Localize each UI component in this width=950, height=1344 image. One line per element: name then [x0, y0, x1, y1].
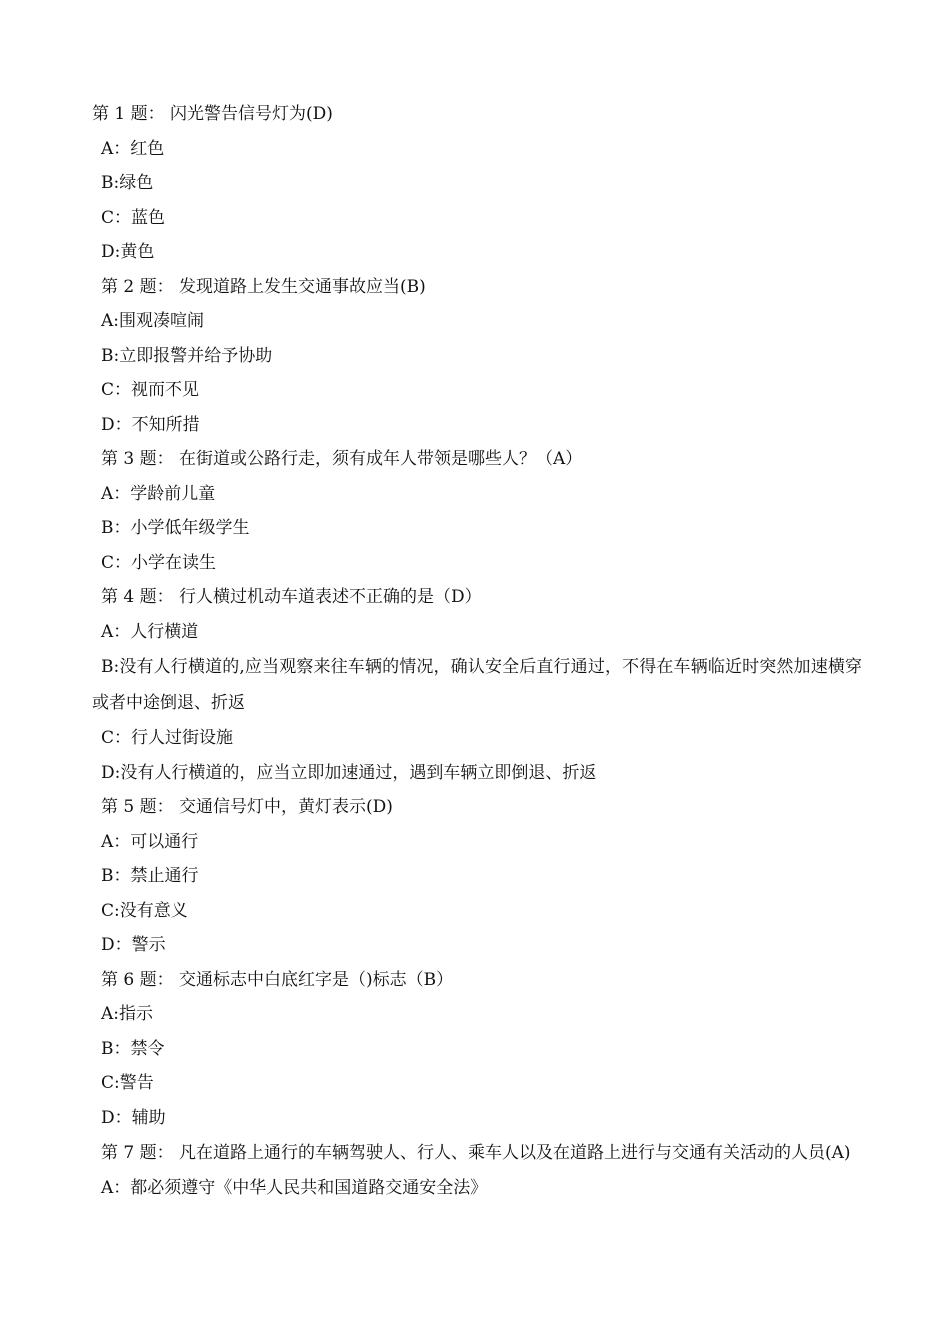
option-4b: B:没有人行横道的,应当观察来往车辆的情况，确认安全后直行通过，不得在车辆临近时突然加速横穿或者中途倒退、折返	[92, 657, 862, 713]
option-3c: C：小学在读生	[101, 552, 217, 573]
option-1c: C：蓝色	[101, 207, 166, 228]
question-4: 第 4 题： 行人横过机动车道表述不正确的是（D）	[101, 587, 482, 607]
option-2d: D：不知所措	[101, 414, 200, 435]
option-5d: D：警示	[101, 935, 166, 955]
option-2a: A:围观凑喧闹	[101, 311, 205, 331]
option-3a: A：学龄前儿童	[101, 483, 216, 504]
question-2: 第 2 题： 发现道路上发生交通事故应当(B)	[101, 276, 426, 297]
question-1: 第 1 题： 闪光警告信号灯为(D)	[92, 104, 333, 124]
option-2b: B:立即报警并给予协助	[101, 345, 273, 366]
option-6d: D：辅助	[101, 1107, 166, 1128]
option-1a: A：红色	[101, 138, 165, 159]
question-7: 第 7 题： 凡在道路上通行的车辆驾驶人、行人、乘车人以及在道路上进行与交通有关活动的人员(A)	[101, 1143, 851, 1163]
question-6: 第 6 题： 交通标志中白底红字是（)标志（B）	[101, 969, 454, 990]
question-5: 第 5 题： 交通信号灯中，黄灯表示(D)	[101, 797, 393, 817]
quiz-content	[92, 97, 862, 1206]
option-4d: D:没有人行横道的，应当立即加速通过，遇到车辆立即倒退、折返	[101, 762, 597, 783]
option-4c: C：行人过街设施	[101, 728, 234, 748]
option-3b: B：小学低年级学生	[101, 518, 250, 538]
option-2c: C：视而不见	[101, 380, 200, 400]
option-4a: A：人行横道	[101, 621, 199, 642]
option-6c: C:警告	[101, 1073, 154, 1093]
option-6a: A:指示	[101, 1004, 154, 1024]
option-5c: C:没有意义	[101, 900, 188, 921]
option-7a: A：都必须遵守《中华人民共和国道路交通安全法》	[101, 1178, 488, 1198]
option-1b: B:绿色	[101, 173, 154, 193]
question-3: 第 3 题： 在街道或公路行走，须有成年人带领是哪些人？（A）	[101, 449, 583, 469]
option-5a: A：可以通行	[101, 831, 199, 852]
option-1d: D:黄色	[101, 242, 155, 262]
option-5b: B：禁止通行	[101, 866, 199, 886]
option-6b: B：禁令	[101, 1038, 165, 1059]
